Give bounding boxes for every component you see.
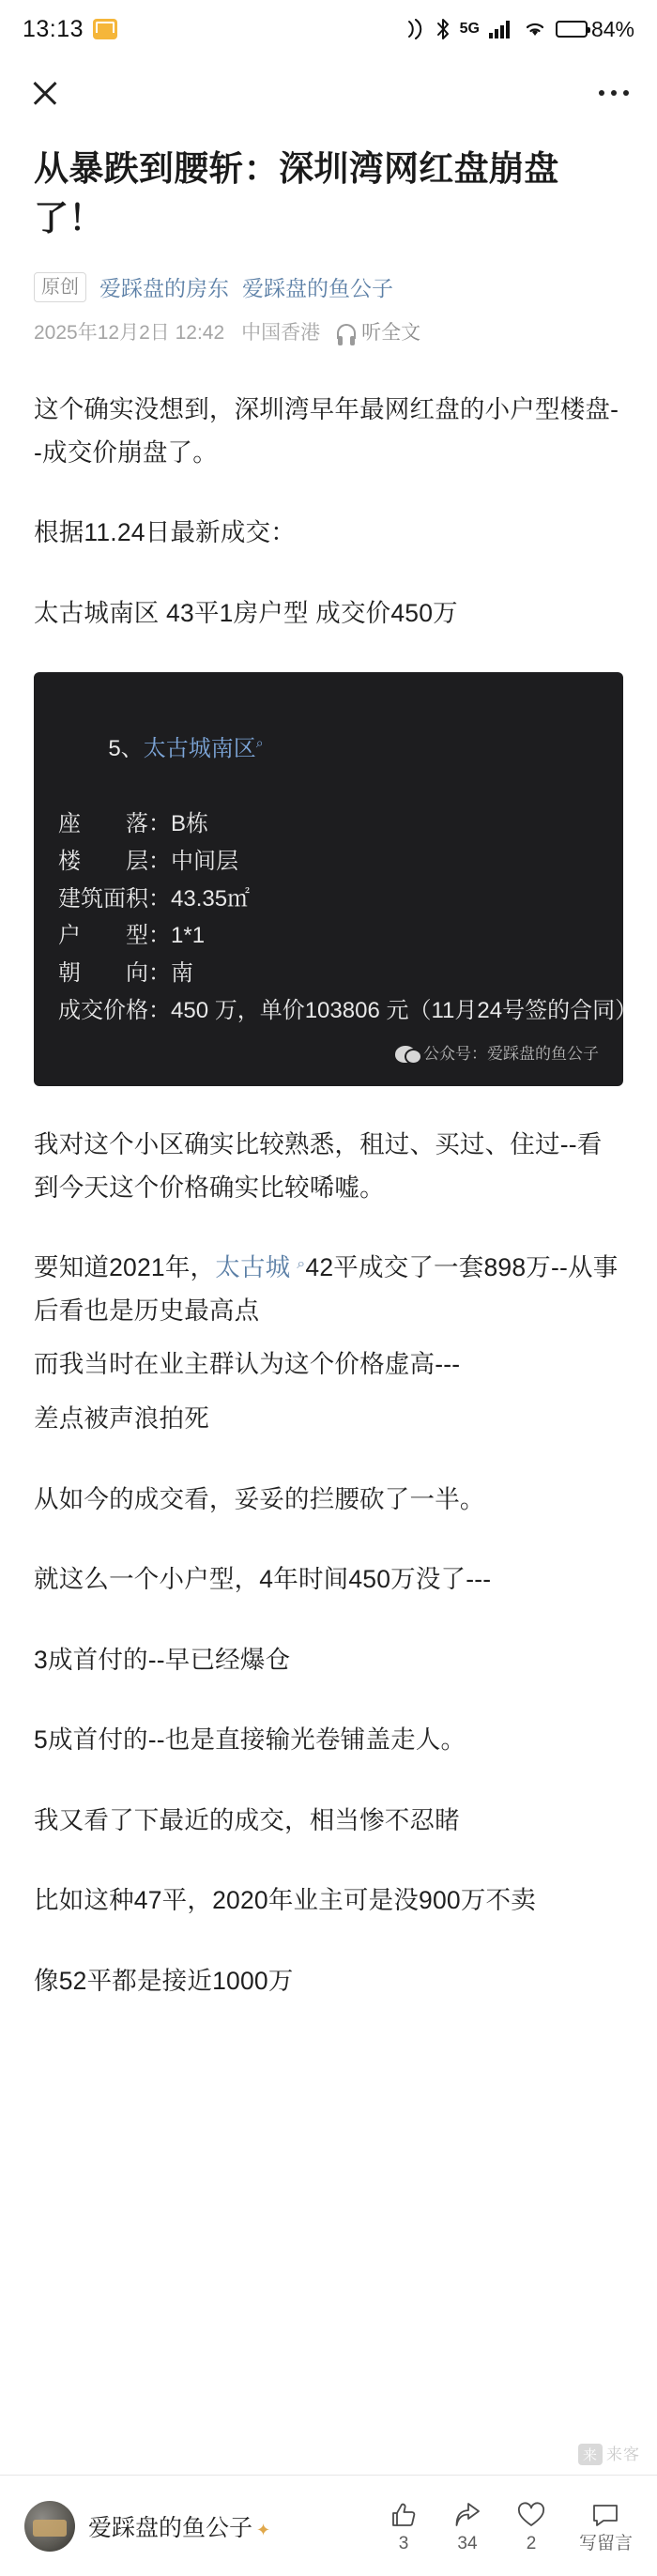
card-title-row [58, 693, 599, 805]
card-label-layout: 户 型： [58, 923, 171, 949]
status-time: 13:13 [23, 15, 84, 42]
article-meta-authors [34, 271, 623, 302]
bottom-author-label: 爱踩盘的鱼公子 [88, 2514, 253, 2541]
card-label-location: 座 落： [58, 810, 171, 836]
like-count: 3 [398, 2533, 409, 2553]
card-label-orientation: 朝 向： [58, 960, 171, 987]
avatar[interactable] [24, 2501, 75, 2552]
author-link-1[interactable]: 爱踩盘的房东 [99, 276, 229, 301]
card-row-area [58, 881, 599, 918]
listen-button[interactable] [337, 317, 420, 345]
card-row-floor [58, 843, 599, 881]
card-value-layout: 1*1 [171, 923, 206, 949]
card-title-link[interactable]: 太古城南区 [143, 736, 256, 762]
card-title-prefix: 5、 [108, 736, 144, 762]
more-options-icon[interactable] [599, 90, 629, 96]
wechat-icon [395, 1046, 416, 1063]
para-2021-after: 42平成交了一套898万--从事后看也是历史最高点 [34, 1253, 619, 1325]
battery-icon [556, 21, 588, 38]
card-label-area: 建筑面积： [58, 885, 171, 912]
favorite-button[interactable] [515, 2500, 547, 2553]
close-icon[interactable] [28, 76, 62, 110]
paragraph-11: 5成首付的--也是直接输光卷铺盖走人。 [34, 1725, 466, 1755]
listen-label: 听全文 [361, 322, 421, 345]
para-2021-before: 要知道2021年， [34, 1253, 216, 1282]
card-row-layout [58, 917, 599, 955]
signal-bars-icon [488, 19, 514, 39]
card-value-orientation: 南 [171, 960, 193, 987]
publish-date: 2025年12月2日 12:42 [34, 322, 225, 345]
comment-icon [589, 2500, 621, 2530]
watermark [578, 2441, 640, 2465]
favorite-count: 2 [526, 2533, 537, 2553]
share-icon [451, 2500, 483, 2530]
paragraph-5 [34, 1247, 623, 1332]
share-count: 34 [457, 2533, 478, 2553]
paragraph-12: 我又看了下最近的成交，相当惨不忍睹 [34, 1805, 460, 1834]
card-row-price: 成交价格：450 万，单价103806 元（11月24号签的合同） [58, 998, 638, 1023]
wifi-icon [523, 19, 547, 39]
card-label-floor: 楼 层： [58, 848, 171, 874]
watermark-badge: 来 [578, 2444, 603, 2465]
page-title: 从暴跌到腰斩：深圳湾网红盘崩盘了！ [34, 149, 559, 238]
article-container [0, 128, 657, 2003]
card-row-location [58, 805, 599, 843]
status-bar-right [404, 17, 634, 42]
nfc-icon [404, 19, 426, 39]
watermark-text: 来客 [606, 2446, 640, 2463]
navigation-bar [0, 58, 657, 128]
bottom-actions [388, 2500, 633, 2553]
card-value-floor: 中间层 [171, 848, 238, 874]
comment-button[interactable] [579, 2500, 633, 2553]
battery-percent-label: 84% [590, 16, 634, 41]
battery-indicator [556, 17, 634, 42]
paragraph-8: 从如今的成交看，妥妥的拦腰砍了一半。 [34, 1484, 485, 1513]
author-link-2[interactable]: 爱踩盘的鱼公子 [242, 276, 393, 301]
taigucheng-link-label: 太古城 [215, 1253, 291, 1282]
headphone-icon [337, 324, 356, 339]
paragraph-2: 根据11.24日最新成交： [34, 518, 296, 547]
card-footer-label: 公众号：爱踩盘的鱼公子 [423, 1044, 599, 1063]
like-button[interactable] [388, 2500, 420, 2553]
bluetooth-icon [435, 18, 451, 40]
paragraph-13: 比如这种47平，2020年业主可是没900万不卖 [34, 1886, 536, 1915]
status-bar [0, 0, 657, 58]
paragraph-10: 3成首付的--早已经爆仓 [34, 1645, 291, 1674]
share-button[interactable] [451, 2500, 483, 2553]
paragraph-6: 而我当时在业主群认为这个价格虚高--- [34, 1350, 461, 1379]
paragraph-7: 差点被声浪拍死 [34, 1403, 209, 1433]
card-row-orientation [58, 955, 599, 992]
verified-badge-icon: ✦ [256, 2520, 271, 2539]
card-footer [58, 1041, 599, 1067]
search-icon[interactable]: ⌕ [255, 735, 264, 751]
mail-icon [93, 19, 117, 39]
bottom-action-bar [0, 2475, 657, 2576]
paragraph-3: 太古城南区 43平1房户型 成交价450万 [34, 598, 458, 627]
heart-icon [515, 2500, 547, 2530]
bottom-author-name[interactable] [88, 2509, 270, 2543]
search-icon[interactable]: ⌕ [297, 1256, 306, 1273]
paragraph-4: 我对这个小区确实比较熟悉，租过、买过、住过--看到今天这个价格确实比较唏嘘。 [34, 1130, 603, 1202]
card-value-area: 43.35㎡ [171, 885, 251, 912]
article-meta-info [34, 317, 623, 345]
taigucheng-link[interactable] [215, 1253, 305, 1281]
article-body [34, 389, 638, 2003]
paragraph-14: 像52平都是接近1000万 [34, 1966, 294, 1995]
comment-label: 写留言 [578, 2533, 633, 2553]
transaction-record-card [34, 672, 638, 1086]
network-type-label: 5G [459, 21, 480, 37]
paragraph-9: 就这么一个小户型，4年时间450万没了--- [34, 1565, 492, 1594]
card-value-location: B栋 [171, 810, 209, 836]
thumbs-up-icon [388, 2500, 420, 2530]
paragraph-1: 这个确实没想到，深圳湾早年最网红盘的小户型楼盘--成交价崩盘了。 [34, 395, 619, 467]
publish-location: 中国香港 [241, 322, 321, 345]
status-bar-left [23, 16, 117, 43]
original-tag: 原创 [34, 272, 86, 302]
